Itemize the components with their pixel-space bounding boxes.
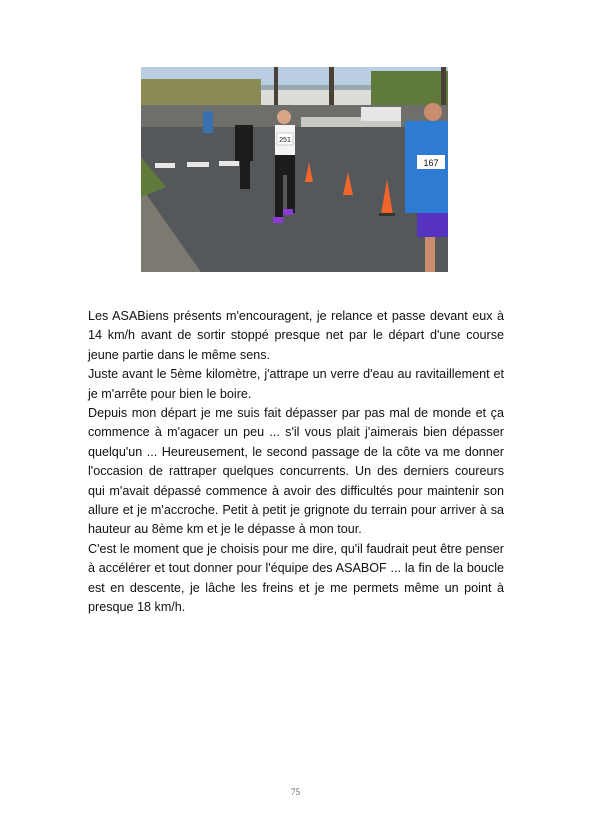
bib-right: 167 <box>423 158 439 168</box>
paragraph: Juste avant le 5ème kilomètre, j'attrape un verre d'eau au ravitaillement et je m'arrête pour bien le boire. <box>88 367 504 401</box>
body-text <box>88 307 504 618</box>
paragraph: C'est le moment que je choisis pour me dire, qu'il faudrait peut être penser à accélérer et tout donner pour l'équipe des ASABOF ... la fin de la boucle est en descente, je lâche les freins et je me permets même un point à presque 18 km/h. <box>88 541 504 615</box>
paragraph: Depuis mon départ je me suis fait dépasser par pas mal de monde et ça commence à m'agacer un peu ... s'il vous plait j'aimerais bien dépasser quelqu'un ... Heureusement, le second passage de la côte va me donner l'occasion de rattraper quelques concurrents. Un des derniers coureurs qui m'avait dépassé commence à avoir des difficultés pour maintenir son allure et je m'accroche. Petit à petit je grignote du terrain pour arriver à sa hauteur au 8ème km et je le dépasse à mon tour. <box>88 406 504 537</box>
race-photo-illustration <box>141 67 448 272</box>
bib-center: 251 <box>279 137 291 144</box>
page-number: 75 <box>291 787 300 797</box>
paragraph: Les ASABiens présents m'encouragent, je relance et passe devant eux à 14 km/h avant de sortir stoppé presque net par le départ d'une course jeune partie dans le même sens. <box>88 309 504 362</box>
race-photo <box>141 67 448 272</box>
